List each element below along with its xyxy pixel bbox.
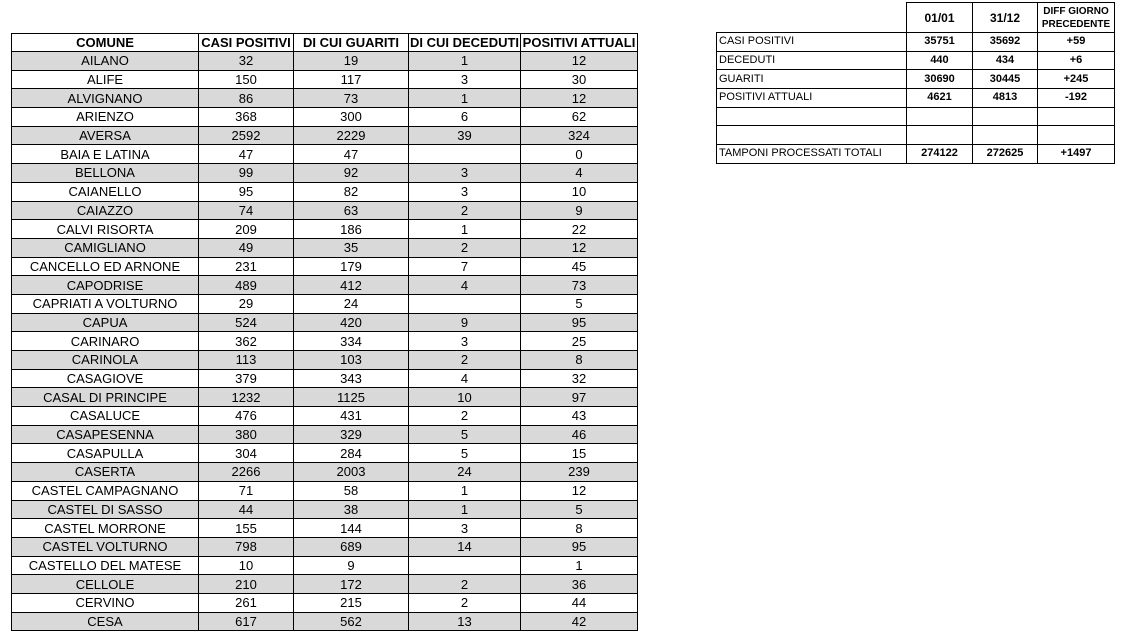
comune-row — [12, 126, 638, 145]
summary-cell-value-0101: 4621 — [907, 89, 973, 108]
cell-positivi-attuali: 12 — [521, 481, 638, 500]
cell-positivi-attuali: 4 — [521, 164, 638, 183]
summary-row — [717, 51, 1115, 70]
summary-row — [717, 126, 1115, 145]
comune-row — [12, 257, 638, 276]
summary-header-0101: 01/01 — [907, 3, 973, 33]
cell-guariti: 2229 — [294, 126, 409, 145]
cell-guariti: 215 — [294, 593, 409, 612]
summary-cell-label — [717, 126, 907, 145]
cell-casi-positivi: 1232 — [199, 388, 294, 407]
comune-row — [12, 238, 638, 257]
summary-header-diff: DIFF GIORNO PRECEDENTE — [1038, 3, 1115, 33]
cell-casi-positivi: 29 — [199, 294, 294, 313]
header-comune: COMUNE — [12, 34, 199, 52]
cell-positivi-attuali: 8 — [521, 519, 638, 538]
cell-deceduti: 3 — [409, 182, 521, 201]
summary-cell-value-0101: 30690 — [907, 70, 973, 89]
cell-comune: CANCELLO ED ARNONE — [12, 257, 199, 276]
summary-cell-value-3112 — [973, 126, 1038, 145]
cell-guariti: 63 — [294, 201, 409, 220]
cell-deceduti: 24 — [409, 463, 521, 482]
cell-guariti: 179 — [294, 257, 409, 276]
comune-row — [12, 89, 638, 108]
summary-cell-value-diff: -192 — [1038, 89, 1115, 108]
header-casi-positivi: CASI POSITIVI — [199, 34, 294, 52]
cell-comune: CAPUA — [12, 313, 199, 332]
cell-comune: CASAPESENNA — [12, 425, 199, 444]
cell-positivi-attuali: 8 — [521, 351, 638, 370]
comune-row — [12, 332, 638, 351]
cell-deceduti: 13 — [409, 612, 521, 631]
cell-comune: CASTEL DI SASSO — [12, 500, 199, 519]
cell-deceduti: 2 — [409, 351, 521, 370]
cell-guariti: 35 — [294, 238, 409, 257]
cell-casi-positivi: 71 — [199, 481, 294, 500]
comune-row — [12, 369, 638, 388]
comune-row — [12, 481, 638, 500]
comuni-table — [11, 33, 638, 631]
summary-cell-label: CASI POSITIVI — [717, 33, 907, 52]
cell-comune: CASTEL CAMPAGNANO — [12, 481, 199, 500]
summary-cell-value-3112: 434 — [973, 51, 1038, 70]
cell-comune: ARIENZO — [12, 108, 199, 127]
cell-casi-positivi: 95 — [199, 182, 294, 201]
comuni-table-body — [12, 52, 638, 631]
cell-comune: CAMIGLIANO — [12, 238, 199, 257]
header-deceduti: DI CUI DECEDUTI — [409, 35, 520, 50]
cell-comune: CASERTA — [12, 463, 199, 482]
cell-comune: CALVI RISORTA — [12, 220, 199, 239]
cell-deceduti: 2 — [409, 238, 521, 257]
comune-row — [12, 220, 638, 239]
cell-deceduti: 5 — [409, 425, 521, 444]
summary-cell-value-diff — [1038, 107, 1115, 126]
cell-comune: AVERSA — [12, 126, 199, 145]
summary-cell-value-3112: 4813 — [973, 89, 1038, 108]
cell-casi-positivi: 155 — [199, 519, 294, 538]
summary-table — [716, 2, 1115, 164]
cell-positivi-attuali: 12 — [521, 52, 638, 71]
cell-positivi-attuali: 25 — [521, 332, 638, 351]
cell-comune: BAIA E LATINA — [12, 145, 199, 164]
cell-comune: CAIAZZO — [12, 201, 199, 220]
cell-deceduti: 7 — [409, 257, 521, 276]
cell-deceduti: 2 — [409, 407, 521, 426]
cell-deceduti: 3 — [409, 164, 521, 183]
summary-cell-value-diff: +1497 — [1038, 145, 1115, 164]
cell-guariti: 689 — [294, 537, 409, 556]
cell-positivi-attuali: 62 — [521, 108, 638, 127]
cell-positivi-attuali: 0 — [521, 145, 638, 164]
cell-positivi-attuali: 97 — [521, 388, 638, 407]
cell-guariti: 1125 — [294, 388, 409, 407]
cell-comune: ALVIGNANO — [12, 89, 199, 108]
cell-guariti: 9 — [294, 556, 409, 575]
comune-row — [12, 52, 638, 71]
comune-row — [12, 108, 638, 127]
summary-cell-value-diff: +245 — [1038, 70, 1115, 89]
comune-row — [12, 444, 638, 463]
cell-comune: CASTEL MORRONE — [12, 519, 199, 538]
cell-guariti: 334 — [294, 332, 409, 351]
summary-cell-value-0101 — [907, 107, 973, 126]
cell-casi-positivi: 210 — [199, 575, 294, 594]
cell-deceduti: 14 — [409, 537, 521, 556]
cell-guariti: 300 — [294, 108, 409, 127]
cell-positivi-attuali: 42 — [521, 612, 638, 631]
comune-row — [12, 145, 638, 164]
cell-comune: CELLOLE — [12, 575, 199, 594]
cell-comune: CESA — [12, 612, 199, 631]
summary-cell-value-3112: 272625 — [973, 145, 1038, 164]
cell-positivi-attuali: 44 — [521, 593, 638, 612]
cell-casi-positivi: 524 — [199, 313, 294, 332]
cell-positivi-attuali: 12 — [521, 238, 638, 257]
header-positivi-attuali: POSITIVI ATTUALI — [521, 34, 638, 52]
cell-positivi-attuali: 30 — [521, 70, 638, 89]
header-guariti: DI CUI GUARITI — [294, 34, 409, 52]
summary-cell-value-0101 — [907, 126, 973, 145]
cell-positivi-attuali: 73 — [521, 276, 638, 295]
cell-positivi-attuali: 12 — [521, 89, 638, 108]
cell-casi-positivi: 379 — [199, 369, 294, 388]
cell-guariti: 343 — [294, 369, 409, 388]
cell-casi-positivi: 362 — [199, 332, 294, 351]
cell-comune: BELLONA — [12, 164, 199, 183]
cell-deceduti: 1 — [409, 481, 521, 500]
cell-deceduti: 39 — [409, 126, 521, 145]
cell-deceduti: 9 — [409, 313, 521, 332]
summary-cell-value-diff: +59 — [1038, 33, 1115, 52]
cell-guariti: 117 — [294, 70, 409, 89]
cell-guariti: 47 — [294, 145, 409, 164]
summary-cell-value-3112 — [973, 107, 1038, 126]
summary-row — [717, 89, 1115, 108]
comune-row — [12, 164, 638, 183]
cell-guariti: 58 — [294, 481, 409, 500]
summary-cell-value-0101: 35751 — [907, 33, 973, 52]
cell-comune: CARINARO — [12, 332, 199, 351]
cell-comune: AILANO — [12, 52, 199, 71]
comune-row — [12, 294, 638, 313]
cell-casi-positivi: 2592 — [199, 126, 294, 145]
cell-casi-positivi: 380 — [199, 425, 294, 444]
cell-deceduti: 4 — [409, 369, 521, 388]
summary-cell-label — [717, 107, 907, 126]
summary-table-body — [717, 33, 1115, 164]
comune-row — [12, 182, 638, 201]
comune-row — [12, 556, 638, 575]
cell-deceduti — [409, 145, 521, 164]
cell-deceduti: 2 — [409, 201, 521, 220]
cell-deceduti: 3 — [409, 519, 521, 538]
cell-deceduti: 3 — [409, 70, 521, 89]
summary-row — [717, 145, 1115, 164]
cell-positivi-attuali: 5 — [521, 500, 638, 519]
cell-guariti: 420 — [294, 313, 409, 332]
cell-deceduti: 2 — [409, 575, 521, 594]
summary-cell-label: GUARITI — [717, 70, 907, 89]
comune-row — [12, 70, 638, 89]
summary-row — [717, 107, 1115, 126]
cell-deceduti: 2 — [409, 593, 521, 612]
summary-cell-value-diff: +6 — [1038, 51, 1115, 70]
cell-deceduti: 6 — [409, 108, 521, 127]
cell-positivi-attuali: 45 — [521, 257, 638, 276]
cell-casi-positivi: 150 — [199, 70, 294, 89]
cell-casi-positivi: 476 — [199, 407, 294, 426]
cell-guariti: 186 — [294, 220, 409, 239]
cell-positivi-attuali: 10 — [521, 182, 638, 201]
cell-comune: ALIFE — [12, 70, 199, 89]
cell-deceduti: 1 — [409, 89, 521, 108]
cell-casi-positivi: 798 — [199, 537, 294, 556]
cell-positivi-attuali: 324 — [521, 126, 638, 145]
cell-guariti: 284 — [294, 444, 409, 463]
summary-cell-label: TAMPONI PROCESSATI TOTALI — [717, 145, 907, 164]
comune-row — [12, 537, 638, 556]
cell-comune: CASALUCE — [12, 407, 199, 426]
summary-cell-value-0101: 274122 — [907, 145, 973, 164]
cell-deceduti — [409, 294, 521, 313]
comune-row — [12, 500, 638, 519]
cell-deceduti: 5 — [409, 444, 521, 463]
cell-casi-positivi: 261 — [199, 593, 294, 612]
cell-casi-positivi: 44 — [199, 500, 294, 519]
cell-casi-positivi: 489 — [199, 276, 294, 295]
comune-row — [12, 519, 638, 538]
cell-casi-positivi: 47 — [199, 145, 294, 164]
comune-row — [12, 351, 638, 370]
comune-row — [12, 575, 638, 594]
cell-comune: CASAGIOVE — [12, 369, 199, 388]
cell-guariti: 562 — [294, 612, 409, 631]
cell-deceduti: 4 — [409, 276, 521, 295]
cell-deceduti: 3 — [409, 332, 521, 351]
cell-deceduti: 1 — [409, 500, 521, 519]
cell-casi-positivi: 231 — [199, 257, 294, 276]
cell-guariti: 19 — [294, 52, 409, 71]
cell-guariti: 103 — [294, 351, 409, 370]
cell-casi-positivi: 2266 — [199, 463, 294, 482]
cell-positivi-attuali: 95 — [521, 313, 638, 332]
cell-positivi-attuali: 5 — [521, 294, 638, 313]
cell-casi-positivi: 74 — [199, 201, 294, 220]
cell-guariti: 329 — [294, 425, 409, 444]
comune-row — [12, 388, 638, 407]
cell-guariti: 92 — [294, 164, 409, 183]
cell-casi-positivi: 113 — [199, 351, 294, 370]
summary-header-blank — [717, 3, 907, 33]
comune-row — [12, 425, 638, 444]
cell-casi-positivi: 49 — [199, 238, 294, 257]
cell-comune: CERVINO — [12, 593, 199, 612]
cell-casi-positivi: 304 — [199, 444, 294, 463]
summary-cell-label: DECEDUTI — [717, 51, 907, 70]
cell-positivi-attuali: 36 — [521, 575, 638, 594]
summary-header-row — [717, 3, 1115, 33]
comuni-header-row — [12, 34, 638, 52]
cell-casi-positivi: 86 — [199, 89, 294, 108]
cell-comune: CAPODRISE — [12, 276, 199, 295]
cell-guariti: 38 — [294, 500, 409, 519]
cell-positivi-attuali: 32 — [521, 369, 638, 388]
cell-guariti: 144 — [294, 519, 409, 538]
comune-row — [12, 313, 638, 332]
cell-guariti: 82 — [294, 182, 409, 201]
cell-comune: CASAL DI PRINCIPE — [12, 388, 199, 407]
cell-positivi-attuali: 1 — [521, 556, 638, 575]
summary-cell-label: POSITIVI ATTUALI — [717, 89, 907, 108]
cell-comune: CASAPULLA — [12, 444, 199, 463]
summary-header-3112: 31/12 — [973, 3, 1038, 33]
cell-deceduti: 1 — [409, 52, 521, 71]
cell-comune: CAPRIATI A VOLTURNO — [12, 294, 199, 313]
cell-casi-positivi: 10 — [199, 556, 294, 575]
comune-row — [12, 407, 638, 426]
cell-guariti: 412 — [294, 276, 409, 295]
comune-row — [12, 593, 638, 612]
cell-positivi-attuali: 15 — [521, 444, 638, 463]
cell-guariti: 172 — [294, 575, 409, 594]
summary-cell-value-0101: 440 — [907, 51, 973, 70]
cell-comune: CARINOLA — [12, 351, 199, 370]
cell-deceduti: 10 — [409, 388, 521, 407]
cell-comune: CAIANELLO — [12, 182, 199, 201]
cell-guariti: 73 — [294, 89, 409, 108]
cell-casi-positivi: 617 — [199, 612, 294, 631]
cell-deceduti: 1 — [409, 220, 521, 239]
cell-guariti: 24 — [294, 294, 409, 313]
cell-deceduti — [409, 556, 521, 575]
cell-positivi-attuali: 95 — [521, 537, 638, 556]
cell-comune: CASTELLO DEL MATESE — [12, 556, 199, 575]
comune-row — [12, 612, 638, 631]
cell-positivi-attuali: 46 — [521, 425, 638, 444]
cell-guariti: 2003 — [294, 463, 409, 482]
cell-casi-positivi: 99 — [199, 164, 294, 183]
cell-guariti: 431 — [294, 407, 409, 426]
summary-cell-value-diff — [1038, 126, 1115, 145]
cell-positivi-attuali: 9 — [521, 201, 638, 220]
cell-casi-positivi: 32 — [199, 52, 294, 71]
cell-positivi-attuali: 22 — [521, 220, 638, 239]
summary-row — [717, 33, 1115, 52]
cell-comune: CASTEL VOLTURNO — [12, 537, 199, 556]
cell-casi-positivi: 368 — [199, 108, 294, 127]
cell-positivi-attuali: 239 — [521, 463, 638, 482]
summary-cell-value-3112: 35692 — [973, 33, 1038, 52]
comune-row — [12, 276, 638, 295]
comune-row — [12, 201, 638, 220]
summary-row — [717, 70, 1115, 89]
cell-positivi-attuali: 43 — [521, 407, 638, 426]
summary-cell-value-3112: 30445 — [973, 70, 1038, 89]
cell-casi-positivi: 209 — [199, 220, 294, 239]
comune-row — [12, 463, 638, 482]
